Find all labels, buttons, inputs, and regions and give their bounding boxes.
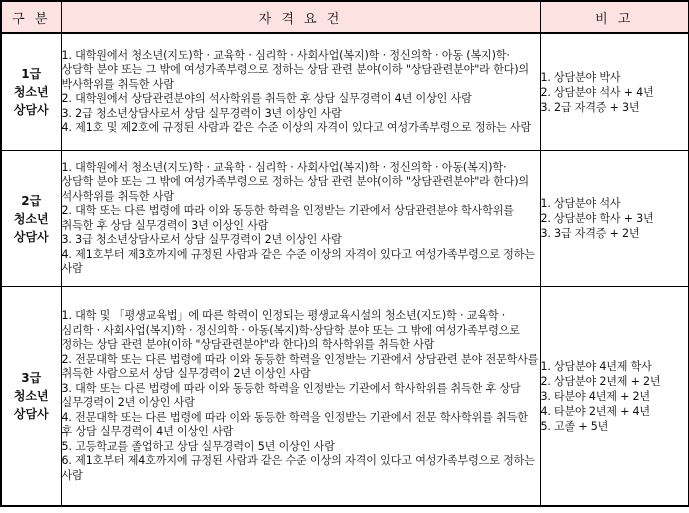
- requirement-item: 4. 제1호 및 제2호에 규정된 사람과 같은 수준 이상의 자격이 있다고 여성가족부령으로 정하는 사람: [61, 121, 532, 134]
- header-notes: 비 고: [540, 1, 689, 33]
- grade-title-line1: 청소년: [13, 389, 49, 403]
- requirement-item: 1. 대학원에서 청소년(지도)학 · 교육학 · 심리학 · 사회사업(복지)학 · 정신의학 · 아동(복지)학· 상담학 분야 또는 그 밖에 여성가족부령으로 정하는 상담 관련 분야(이하 "상담관련분야"라 한다)의 석사학위를 취득한 사람: [61, 160, 530, 203]
- note-item: 2. 상담분야 학사 + 3년: [540, 212, 654, 225]
- table-row-grade-3: [1, 287, 689, 507]
- note-item: 3. 타분야 4년제 + 2년: [540, 389, 650, 403]
- grade-title-line1: 청소년: [13, 211, 49, 226]
- note-item: 3. 2급 자격증 + 3년: [540, 100, 640, 114]
- note-item: 2. 상담분야 2년제 + 2년: [540, 374, 661, 388]
- requirement-item: 2. 대학원에서 상담관련분야의 석사학위를 취득한 후 상담 실무경력이 4년 이상인 사람: [61, 92, 472, 105]
- note-item: 2. 상담분야 석사 + 4년: [540, 85, 654, 99]
- table-row-grade-2: [1, 151, 689, 287]
- grade-level: 1급: [21, 67, 42, 81]
- note-item: 4. 타분야 2년제 + 4년: [540, 404, 650, 418]
- requirement-item: 6. 제1호부터 제4호까지에 규정된 사람과 같은 수준 이상의 자격이 있다고 여성가족부령으로 정하는 사람: [61, 454, 535, 482]
- notes-cell: [540, 33, 689, 151]
- notes-cell: [540, 287, 689, 507]
- requirement-item: 2. 대학 또는 다른 법령에 따라 이와 동등한 학력을 인정받는 기관에서 상담관련분야 학사학위를 취득한 후 상담 실무경력이 3년 이상인 사람: [61, 204, 514, 232]
- note-item: 1. 상담분야 박사: [540, 70, 621, 84]
- requirements-cell: [61, 151, 540, 287]
- requirement-item: 3. 3급 청소년상담사로서 상담 실무경력이 2년 이상인 사람: [61, 233, 342, 246]
- grade-level: 2급: [21, 193, 42, 208]
- grade-cell: [1, 287, 61, 507]
- requirement-item: 3. 2급 청소년상담사로서 상담 실무경력이 3년 이상인 사람: [61, 106, 342, 120]
- grade-title-line2: 상담사: [13, 407, 49, 421]
- note-item: 1. 상담분야 석사: [540, 197, 621, 210]
- requirement-item: 2. 전문대학 또는 다른 법령에 따라 이와 동등한 학력을 인정받는 기관에서 상담관련 분야 전문학사를 취득한 사람으로서 상담 실무경력이 2년 이상인 사람: [61, 352, 539, 380]
- requirement-item: 5. 고등학교를 졸업하고 상담 실무경력이 5년 이상인 사람: [61, 439, 335, 453]
- requirements-cell: [61, 33, 540, 151]
- requirements-cell: [61, 287, 540, 507]
- notes-cell: [540, 151, 689, 287]
- header-requirements: 자 격 요 건: [61, 1, 540, 33]
- header-category: 구 분: [1, 1, 61, 33]
- grade-cell: [1, 33, 61, 151]
- grade-title-line2: 상담사: [13, 229, 49, 244]
- note-item: 5. 고졸 + 5년: [540, 419, 609, 433]
- grade-title-line1: 청소년: [13, 85, 49, 99]
- note-item: 1. 상담분야 4년제 학사: [540, 359, 652, 373]
- grade-level: 3급: [21, 371, 42, 385]
- table-row-grade-1: [1, 33, 689, 151]
- requirement-item: 3. 대학 또는 다른 법령에 따라 이와 동등한 학력을 인정받는 기관에서 학사학위를 취득한 후 상담 실무경력이 2년 이상인 사람: [61, 381, 521, 409]
- grade-cell: [1, 151, 61, 287]
- grade-title-line2: 상담사: [13, 103, 49, 117]
- note-item: 3. 3급 자격증 + 2년: [540, 227, 640, 240]
- requirement-item: 4. 전문대학 또는 다른 법령에 따라 이와 동등한 학력을 인정받는 기관에서 전문 학사학위를 취득한 후 상담 실무경력이 4년 이상인 사람: [61, 410, 528, 438]
- requirement-item: 1. 대학 및 「평생교육법」에 따른 학력이 인정되는 평생교육시설의 청소년(지도)학 · 교육학 · 심리학 · 사회사업(복지)학 · 정신의학 · 아동(복지)학·상담학 분야 또는 그 밖에 여성가족부령으로 정하는 상담 관련 분야(이하 "상담관련분야"라 한다)의 학사학위를 취득한 사람: [61, 309, 520, 351]
- requirement-item: 4. 제1호부터 제3호까지에 규정된 사람과 같은 수준 이상의 자격이 있다고 여성가족부령으로 정하는 사람: [61, 247, 535, 275]
- requirement-item: 1. 대학원에서 청소년(지도)학 · 교육학 · 심리학 · 사회사업(복지)학 · 정신의학 · 아동 (복지)학·상담학 분야 또는 그 밖에 여성가족부령으로 정하는 상담 관련 분야(이하 "상담관련분야"라 한다)의 박사학위를 취득한 사람: [61, 48, 530, 91]
- header-row: [1, 1, 689, 33]
